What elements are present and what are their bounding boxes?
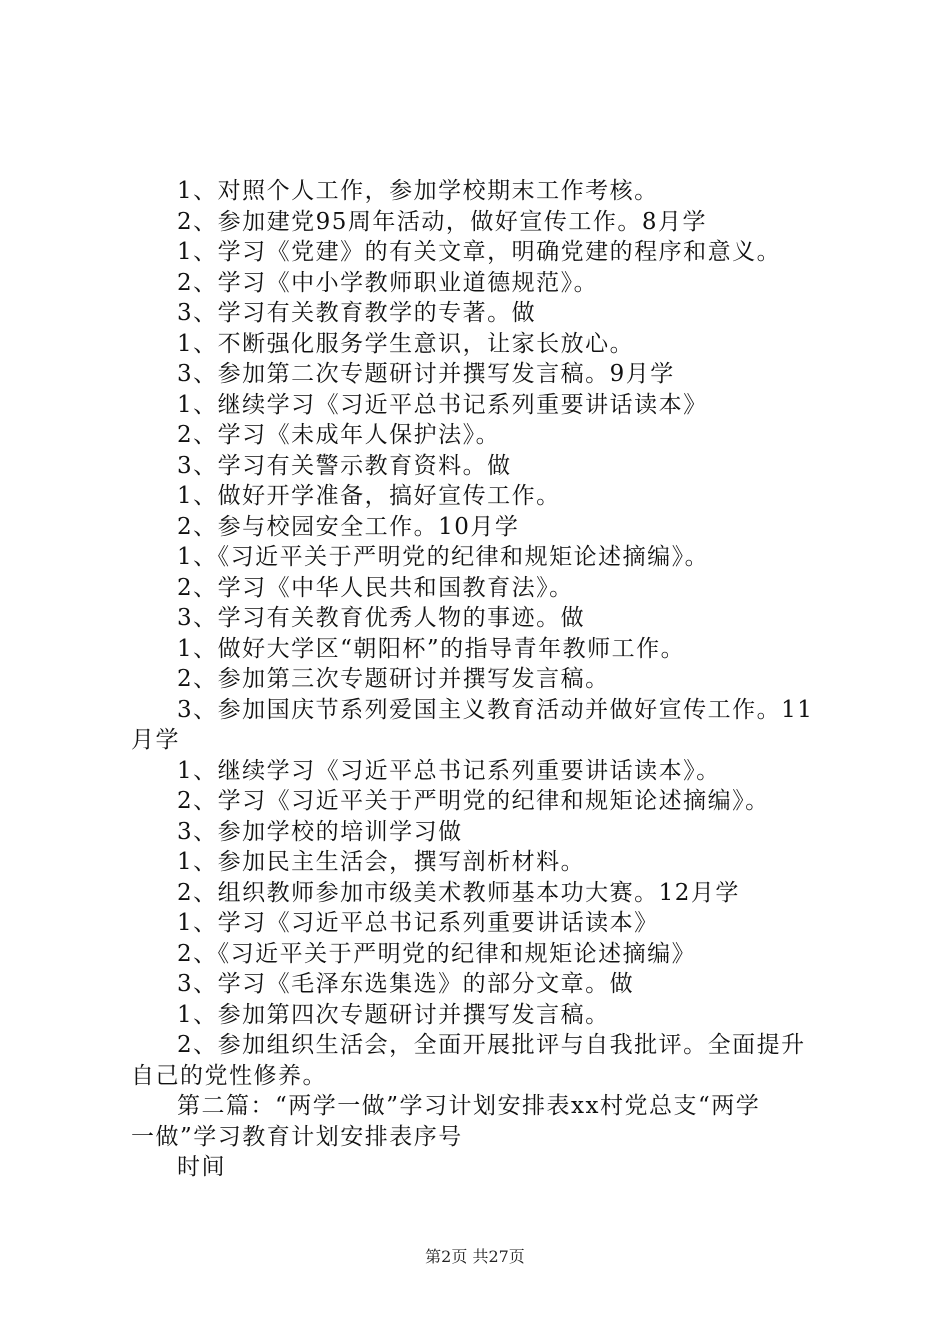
text-line: 2、组织教师参加市级美术教师基本功大赛。12月学 — [177, 879, 740, 906]
text-line: 1、继续学习《习近平总书记系列重要讲话读本》 — [177, 391, 708, 418]
text-line: 2、参与校园安全工作。10月学 — [177, 513, 520, 540]
text-line: 3、学习有关警示教育资料。做 — [177, 452, 512, 479]
text-line: 1、对照个人工作，参加学校期末工作考核。 — [177, 178, 659, 204]
text-line: 1、做好开学准备，搞好宣传工作。 — [177, 483, 561, 509]
text-line: 月学 — [131, 727, 180, 753]
text-line: 1、学习《党建》的有关文章，明确党建的程序和意义。 — [177, 239, 782, 265]
text-line: 2、学习《未成年人保护法》。 — [177, 422, 501, 448]
text-line: 1、《习近平关于严明党的纪律和规矩论述摘编》。 — [177, 544, 710, 570]
text-line: 2、《习近平关于严明党的纪律和规矩论述摘编》 — [177, 940, 697, 967]
table-header-label: 时间 — [177, 1154, 226, 1180]
text-line: 1、参加民主生活会，撰写剖析材料。 — [177, 849, 586, 875]
page-number-footer: 第2页 共27页 — [425, 1247, 525, 1266]
text-line: 1、不断强化服务学生意识，让家长放心。 — [177, 330, 635, 357]
text-line: 3、参加第二次专题研讨并撰写发言稿。9月学 — [177, 361, 675, 387]
text-line: 1、继续学习《习近平总书记系列重要讲话读本》。 — [177, 757, 721, 784]
text-line: 自己的党性修养。 — [131, 1062, 327, 1089]
section-heading: 第二篇：“两学一做”学习计划安排表xx村党总支“两学 — [177, 1093, 761, 1119]
text-line: 1、参加第四次专题研讨并撰写发言稿。 — [177, 1001, 610, 1028]
text-line: 3、学习《毛泽东选集选》的部分文章。做 — [177, 971, 635, 997]
text-line: 2、参加建党95周年活动，做好宣传工作。8月学 — [177, 208, 708, 235]
text-line: 3、学习有关教育优秀人物的事迹。做 — [177, 605, 586, 631]
text-line: 3、参加国庆节系列爱国主义教育活动并做好宣传工作。11 — [177, 696, 814, 723]
text-line: 3、学习有关教育教学的专著。做 — [177, 300, 537, 326]
text-line: 2、学习《中华人民共和国教育法》。 — [177, 574, 574, 601]
text-line: 3、参加学校的培训学习做 — [177, 818, 463, 845]
section-heading-continued: 一做”学习教育计划安排表序号 — [131, 1123, 463, 1150]
text-line: 2、参加组织生活会，全面开展批评与自我批评。全面提升 — [177, 1032, 806, 1058]
document-body — [131, 176, 831, 1183]
text-line: 1、做好大学区“朝阳杯”的指导青年教师工作。 — [177, 635, 686, 662]
text-line: 2、学习《中小学教师职业道德规范》。 — [177, 269, 599, 296]
text-line: 2、参加第三次专题研讨并撰写发言稿。 — [177, 666, 610, 692]
text-line: 1、学习《习近平总书记系列重要讲话读本》 — [177, 910, 659, 936]
text-line: 2、学习《习近平关于严明党的纪律和规矩论述摘编》。 — [177, 788, 770, 814]
